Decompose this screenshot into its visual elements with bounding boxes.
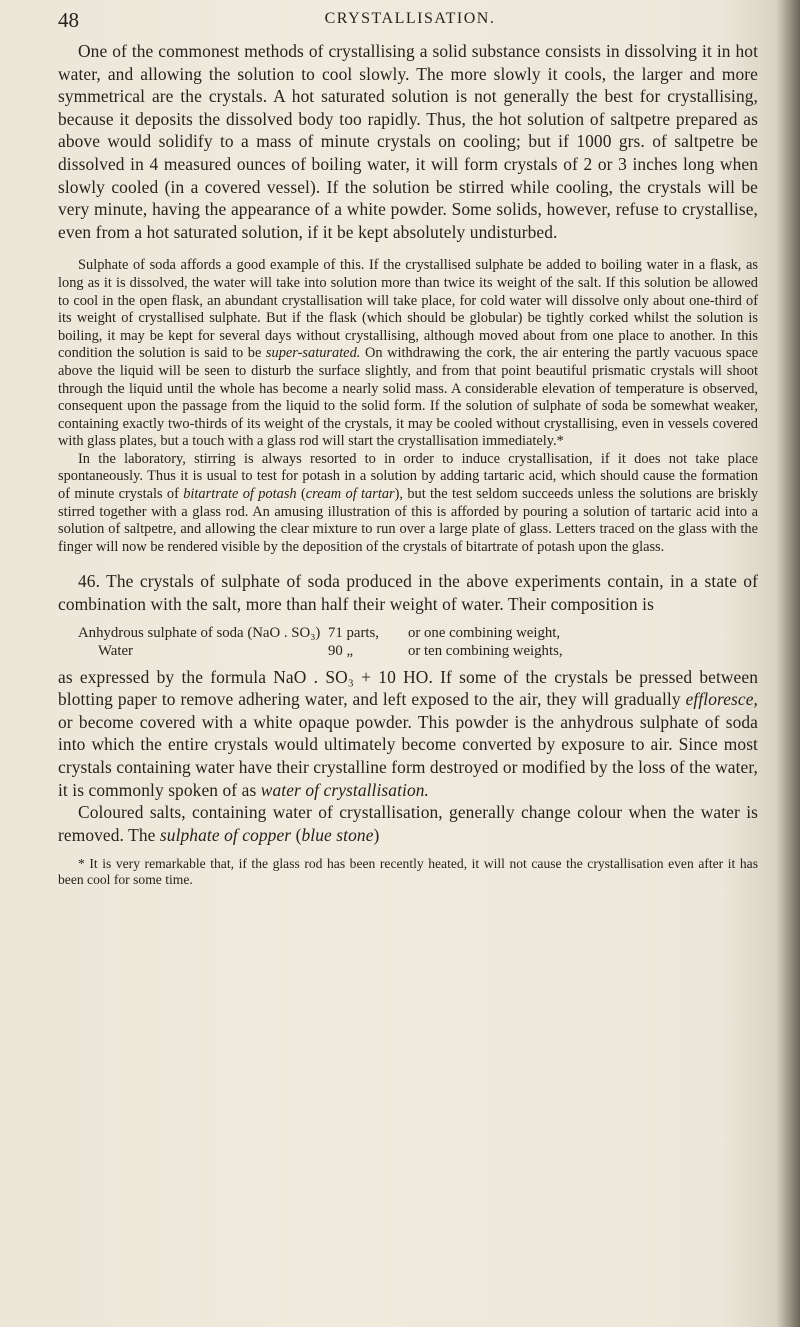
paragraph-crystallising-methods: One of the commonest methods of crystallising a solid substance consists in dissolving it in hot water, and allowing the solution to cool slowly. The more slowly it cools, the larger and more symmetrical are the crystals. A hot saturated solution is not generally the best for crystallising, because it deposits the dissolved body too rapidly. Thus, the hot solution of saltpetre prepared as above would solidify to a mass of minute crystals on cooling; but if 1000 grs. of saltpetre be dissolved in 4 measured ounces of boiling water, it will form crystals of 2 or 3 inches long when slowly cooled (in a covered vessel). If the solution be stirred while cooling, the crystals will be very minute, having the appearance of a white powder. Some solids, however, refuse to crystallise, even from a hot saturated solution, if it be kept absolutely undisturbed. [58,41,758,242]
composition-row [78,642,758,660]
emphasis-blue-stone: blue stone [301,824,374,845]
paragraph-coloured-salts [58,801,758,846]
running-head: CRYSTALLISATION. [324,10,496,27]
page-number: 48 [58,8,79,32]
text-run: In the laboratory, stirring is always resorted to in order to induce crystallisation, if it does not take place spontaneously. Thus it is usual to test for potash in a solution by adding tartaric acid, which should cause the formation of minute crystals of [58,450,758,503]
composition-value: 71 parts, [328,624,379,641]
composition-value: 90 „ [328,642,354,659]
text-run: ), but the test seldom succeeds unless the solutions are briskly stirred together with a glass rod. An amusing illustration of this is afforded by pouring a solution of tartaric acid into a solution of saltpetre, and allowing the clear mixture to run over a large plate of glass. Letters traced on the glass with the finger will now be rendered visible by the deposition of the crystals of bitartrate of potash upon the glass. [58,486,759,555]
page-header [50,6,770,36]
paragraph-section-46 [58,570,758,615]
paragraph-sulphate-of-soda [58,257,758,451]
emphasis-water-of-crystallisation: water of crystallisation. [260,779,429,800]
paragraph-laboratory-stirring [58,451,758,557]
text-run: as expressed by the formula NaO . SO₃ + 10 HO. If some of the crystals be pressed between blotting paper to remove adhering water, and left exposed to the air, they will gradually [58,666,758,710]
composition-note: or one combining weight, [408,624,561,641]
page-content [58,40,758,888]
composition-name: Water [98,642,133,659]
footnote: * It is very remarkable that, if the glass rod has been recently heated, it will not cause the crystallisation even after it has been cool for some time. [58,856,758,888]
text-run: Sulphate of soda affords a good example of this. If the crystallised sulphate be added to boiling water in a flask, as long as it is dissolved, the water will take into solution more than twice its weight of the salt. If this solution be allowed to cool in the open flask, an abundant crystallisation will take place, for cold water will dissolve only about one-third of its weight of crystallised sulphate. But if the flask (which should be globular) be tightly corked whilst the solution is boiling, it may be kept for several days without crystallising, although moved about from one place to another. In this condition the solution is said to be [58,257,758,362]
text-run: ) [373,824,380,845]
composition-table [78,624,758,660]
emphasis-effloresce: effloresce, [685,689,758,710]
text-run: ( [296,486,306,503]
text-run: Coloured salts, containing water of crystallisation, generally change colour when the water is removed. The [58,802,758,845]
paragraph-formula [58,666,758,802]
emphasis-super-saturated: super-saturated. [265,345,361,362]
emphasis-bitartrate: bitartrate of potash [183,486,297,503]
text-run: ( [291,824,302,845]
text-run: On withdrawing the cork, the air entering the partly vacuous space above the liquid will be seen to disturb the surface slightly, and from that point beautiful prismatic crystals will shoot through the liquid until the whole has become a nearly solid mass. A considerable elevation of temperature is observed, consequent upon the passage from the liquid to the solid form. If the solution of sulphate of soda be somewhat weaker, containing exactly two-thirds of its weight of the crystals, it may be cooled without crystallising, even in vessels covered with glass plates, but a touch with a glass rod will start the crystallisation immediately.* [58,345,758,450]
text-run: The crystals of sulphate of soda produced in the above experiments contain, in a state of combination with the salt, more than half their weight of water. Their composition is [58,571,758,615]
composition-name: Anhydrous sulphate of soda (NaO . SO₃) [78,624,321,641]
section-number: 46. [78,571,101,592]
composition-row [78,624,758,642]
composition-note: or ten combining weights, [408,642,563,659]
emphasis-sulphate-of-copper: sulphate of copper [159,824,292,845]
text-run: or become covered with a white opaque powder. This powder is the anhydrous sulphate of soda into which the entire crystals would ultimately become converted by exposure to air. Since most crystals containing water have their crystalline form destroyed or modified by the loss of the water, it is commonly spoken of as [58,711,758,800]
emphasis-cream-of-tartar: cream of tartar [305,486,395,503]
